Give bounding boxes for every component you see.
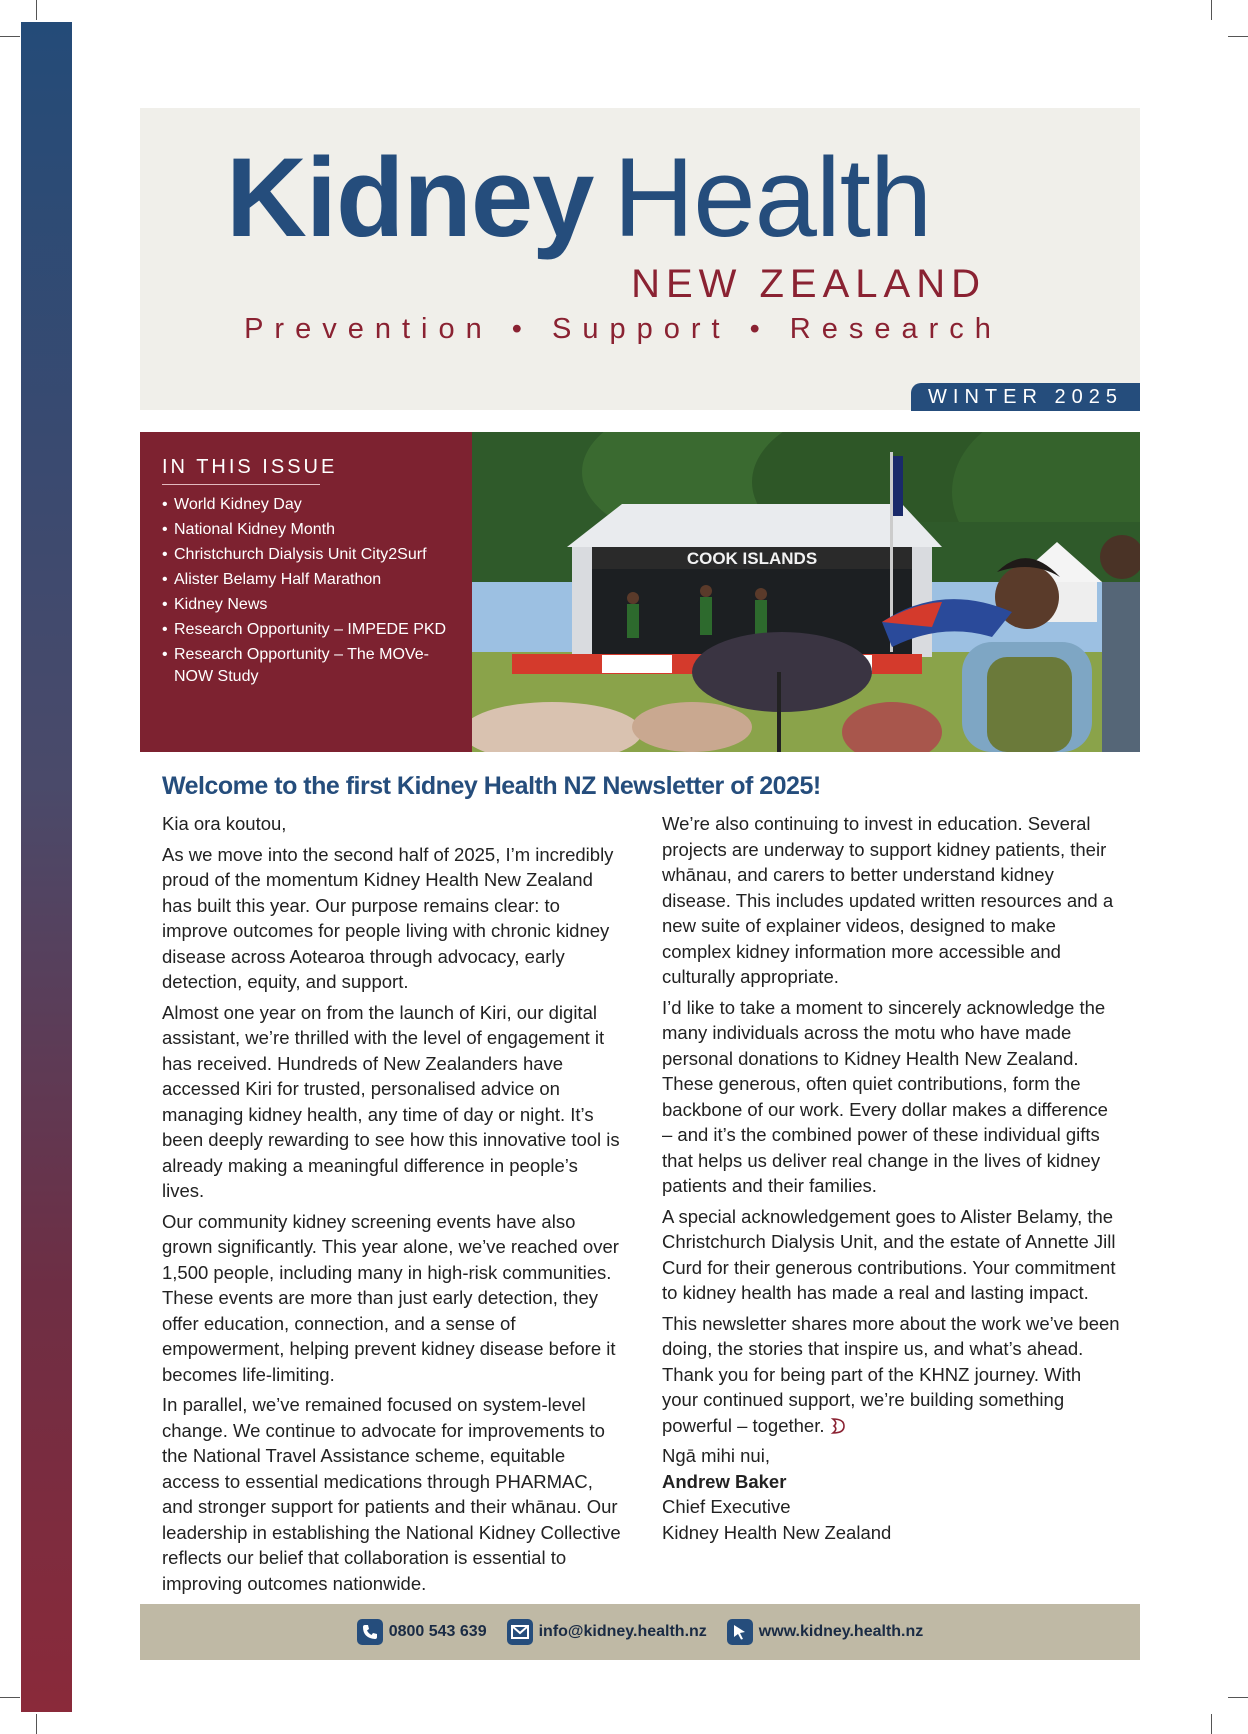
paragraph: In parallel, we’ve remained focused on system-level change. We continue to advocate for improvements to the National Travel Assistance scheme, equitable access to essential medications through PHARMAC, and stronger support for patients and their whānau. Our leadership in establishing the National Kidney Collective reflects our belief that collaboration is essential to improving outcomes nationwide. xyxy=(162,1394,621,1594)
crop-mark xyxy=(1211,0,1212,20)
crop-mark xyxy=(1228,36,1248,37)
signature-org: Kidney Health New Zealand xyxy=(662,1521,892,1543)
issue-item: • Alister Belamy Half Marathon xyxy=(162,569,462,591)
paragraph: I’d like to take a moment to sincerely acknowledge the many individuals across the motu who have made personal donations to Kidney Health New Zealand. These generous, often quiet contributions, form the backbone of our work. Every dollar makes a difference – and it’s the combined power of these individual gifts that helps us deliver real change in the lives of kidney patients and their families. xyxy=(662,996,1108,1196)
logo-subtitle: NEW ZEALAND xyxy=(631,262,986,306)
event-photo-illustration xyxy=(472,432,1140,752)
issue-list xyxy=(162,494,462,691)
logo-wordmark xyxy=(226,135,932,260)
closing-paragraph-text: This newsletter shares more about the work we’ve been doing, the stories that inspire us, and what’s ahead. Thank you for being part of the KHNZ journey. With your continued support, we’re building something powerful – together. xyxy=(662,1312,1120,1436)
issue-divider xyxy=(162,484,320,485)
email-icon xyxy=(507,1619,533,1645)
signature-name: Andrew Baker xyxy=(662,1470,787,1492)
logo xyxy=(226,135,986,308)
signoff: Ngā mihi nui, xyxy=(662,1445,770,1466)
issue-item: • World Kidney Day xyxy=(162,494,462,516)
issue-title: IN THIS ISSUE xyxy=(162,456,338,478)
phone-number: 0800 543 639 xyxy=(388,1623,487,1640)
paragraph: We’re also continuing to invest in education. Several projects are underway to support kidney patients, their whānau, and carers to better understand kidney disease. This includes updated written resources and a new suite of explainer videos, designed to make complex kidney information more accessible and culturally appropriate. xyxy=(662,813,1114,987)
paragraph xyxy=(662,1311,1122,1439)
kidney-icon xyxy=(830,1417,846,1435)
paragraph: A special acknowledgement goes to Alister Belamy, the Christchurch Dialysis Unit, and the estate of Annette Jill Curd for their generous contributions. Your commitment to kidney health has made a real and lasting impact. xyxy=(662,1205,1116,1303)
season-badge: WINTER 2025 xyxy=(911,383,1140,411)
paragraph: Kia ora koutou, xyxy=(162,813,287,834)
email-address: info@kidney.health.nz xyxy=(538,1623,707,1640)
crop-mark xyxy=(0,1697,20,1698)
issue-item: • Kidney News xyxy=(162,594,462,616)
phone-icon xyxy=(357,1619,383,1645)
masthead xyxy=(140,108,1140,410)
crop-mark xyxy=(36,0,37,20)
signature-title: Chief Executive xyxy=(662,1496,791,1517)
article-headline: Welcome to the first Kidney Health NZ Newsletter of 2025! xyxy=(162,772,821,800)
in-this-issue-panel xyxy=(140,432,472,752)
issue-item: • Research Opportunity – The MOVe-NOW Study xyxy=(162,644,462,688)
logo-word-kidney: Kidney xyxy=(226,135,594,260)
footer-email[interactable] xyxy=(507,1619,707,1645)
crop-mark xyxy=(0,36,20,37)
paragraph: As we move into the second half of 2025, I’m incredibly proud of the momentum Kidney Health New Zealand has built this year. Our purpose remains clear: to improve outcomes for people living with chronic kidney disease across Aotearoa through advocacy, early detection, equity, and support. xyxy=(162,843,614,992)
footer-phone[interactable] xyxy=(357,1619,487,1645)
cursor-icon xyxy=(727,1619,753,1645)
crop-mark xyxy=(1211,1714,1212,1734)
paragraph: Our community kidney screening events have also grown significantly. This year alone, we’ve reached over 1,500 people, including many in high-risk communities. These events are more than just early detection, they offer education, connection, and a sense of empowerment, helping prevent kidney disease before it becomes life-limiting. xyxy=(162,1210,619,1385)
footer-website[interactable] xyxy=(727,1619,923,1645)
logo-word-health: Health xyxy=(613,135,932,260)
paragraph: Almost one year on from the launch of Kiri, our digital assistant, we’re thrilled with the level of engagement it has received. Hundreds of New Zealanders have accessed Kiri for trusted, personalised advice on managing kidney health, any time of day or night. It’s been deeply rewarding to see how this innovative tool is already making a meaningful difference in people’s lives. xyxy=(162,1001,620,1201)
gradient-sidebar xyxy=(21,22,72,1712)
issue-item: • National Kidney Month xyxy=(162,519,462,541)
article-column-left xyxy=(162,811,622,1601)
website-url: www.kidney.health.nz xyxy=(758,1623,924,1640)
issue-item: • Christchurch Dialysis Unit City2Surf xyxy=(162,544,462,566)
article-column-right xyxy=(662,811,1122,1545)
contact-footer xyxy=(140,1604,1140,1660)
crop-mark xyxy=(36,1714,37,1734)
crop-mark xyxy=(1228,1697,1248,1698)
tagline: Prevention • Support • Research xyxy=(244,313,1002,345)
issue-item: • Research Opportunity – IMPEDE PKD xyxy=(162,619,462,641)
event-photo xyxy=(472,432,1140,752)
stage-sign: COOK ISLANDS xyxy=(686,549,818,568)
